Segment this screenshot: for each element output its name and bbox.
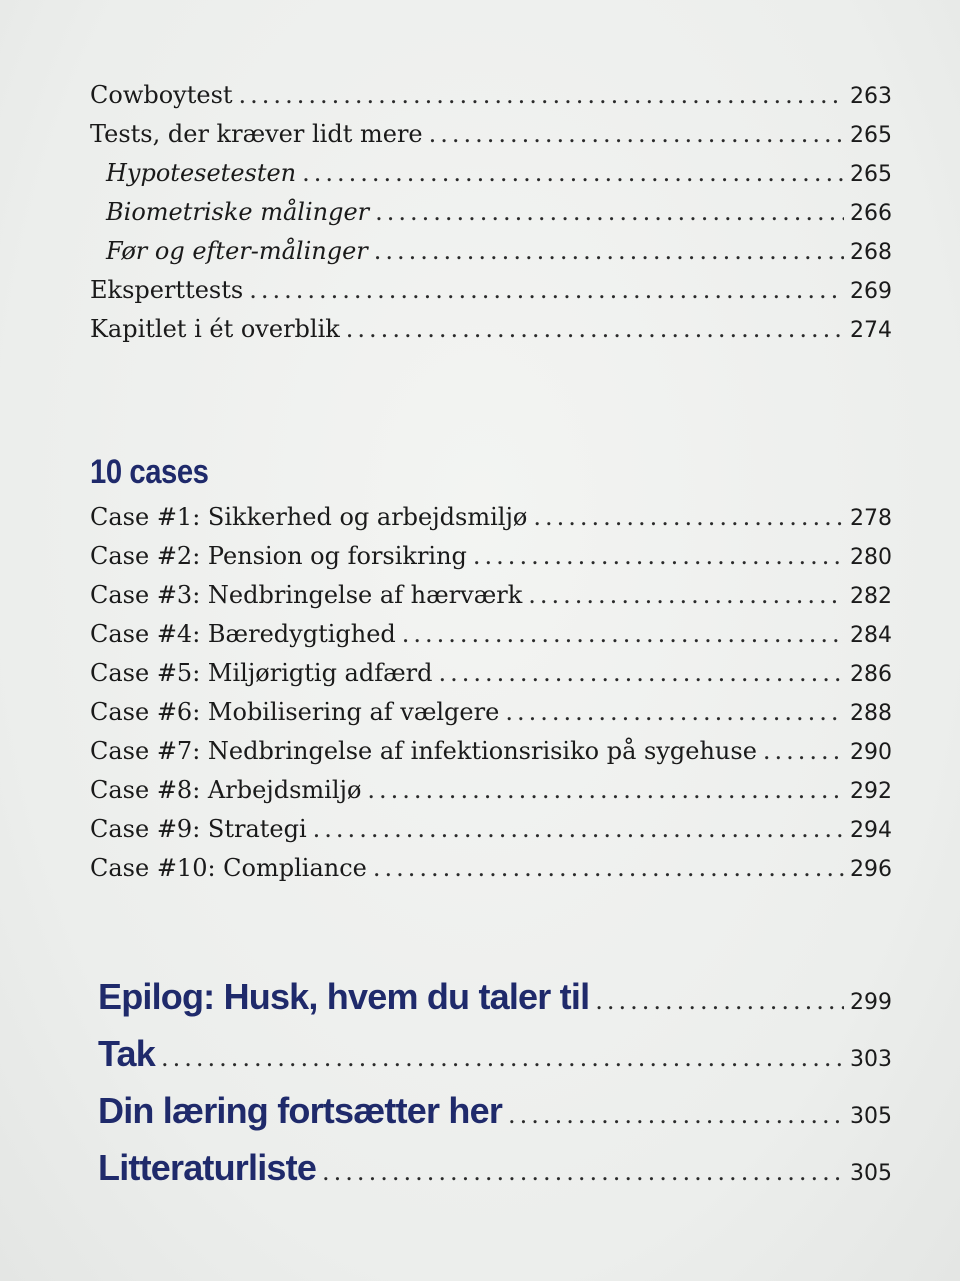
toc-entry-page: 296 [850,857,892,882]
toc-chapter-entry [98,1139,892,1196]
toc-entry-title: Case #10: Compliance [90,854,367,882]
toc-entry [90,115,892,154]
dot-leader [322,1144,844,1201]
toc-entry [90,498,892,537]
toc-entry [90,654,892,693]
toc-entry-title: Case #1: Sikkerhed og arbejdsmiljø [90,503,528,531]
toc-entry-title: Eksperttests [90,276,244,304]
toc-subentry [90,232,892,271]
toc-back-matter-section [98,968,892,1196]
toc-subentry [90,154,892,193]
dot-leader [473,537,844,576]
dot-leader [429,115,844,154]
toc-entry-title: Case #5: Miljørigtig adfærd [90,659,433,687]
toc-entry-title: Litteraturliste [98,1147,317,1188]
toc-entry-title: Case #3: Nedbringelse af hærværk [90,581,523,609]
dot-leader [375,193,844,232]
dot-leader [161,1030,844,1087]
toc-entry-title: Case #7: Nedbringelse af infektionsrisiko på sygehuse [90,737,757,765]
toc-entry-page: 303 [850,1047,892,1072]
toc-entry-title: Biometriske målinger [106,198,370,226]
toc-chapter-entry [98,968,892,1025]
toc-entry [90,849,892,888]
toc-entry [90,310,892,349]
toc-entry-title: Case #2: Pension og forsikring [90,542,467,570]
dot-leader [763,732,844,771]
toc-entry-title: Epilog: Husk, hvem du taler til [98,976,590,1017]
toc-entry-title: Før og efter-målinger [106,237,368,265]
toc-entry [90,771,892,810]
dot-leader [367,771,844,810]
toc-entry [90,732,892,771]
dot-leader [374,232,844,271]
dot-leader [439,654,844,693]
toc-entry-page: 265 [850,123,892,148]
dot-leader [402,615,844,654]
dot-leader [249,271,844,310]
toc-entry-page: 294 [850,818,892,843]
dot-leader [239,76,844,115]
toc-entry-title: Kapitlet i ét overblik [90,315,340,343]
toc-entry-title: Tak [98,1033,155,1074]
toc-subentry [90,193,892,232]
dot-leader [528,576,844,615]
toc-entry-page: 288 [850,701,892,726]
toc-entry-page: 265 [850,162,892,187]
toc-entry [90,271,892,310]
toc-entry-page: 284 [850,623,892,648]
toc-entry [90,576,892,615]
toc-entry-page: 305 [850,1104,892,1129]
dot-leader [595,973,844,1030]
toc-entry-page: 278 [850,506,892,531]
dot-leader [313,810,844,849]
toc-entry-title: Hypotesetesten [106,159,297,187]
toc-entry-title: Tests, der kræver lidt mere [90,120,423,148]
toc-entry [90,693,892,732]
dot-leader [533,498,844,537]
toc-entry-page: 299 [850,990,892,1015]
toc-entry [90,615,892,654]
dot-leader [346,310,844,349]
toc-entry-page: 269 [850,279,892,304]
dot-leader [373,849,844,888]
toc-entry [90,76,892,115]
toc-entry-page: 286 [850,662,892,687]
toc-cases-section [90,446,892,888]
toc-entry-page: 274 [850,318,892,343]
dot-leader [508,1087,844,1144]
toc-testing-section [90,76,892,349]
toc-chapter-entry [98,1025,892,1082]
section-heading: 10 cases [90,453,209,491]
toc-entry-page: 292 [850,779,892,804]
toc-entry-page: 266 [850,201,892,226]
toc-entry [90,810,892,849]
dot-leader [302,154,844,193]
toc-entry-page: 263 [850,84,892,109]
toc-entry-title: Case #9: Strategi [90,815,307,843]
toc-entry-title: Din læring fortsætter her [98,1090,503,1131]
toc-entry-page: 280 [850,545,892,570]
toc-entry [90,537,892,576]
toc-entry-title: Case #6: Mobilisering af vælgere [90,698,500,726]
toc-entry-title: Cowboytest [90,81,233,109]
toc-entry-page: 290 [850,740,892,765]
dot-leader [505,693,844,732]
toc-entry-page: 268 [850,240,892,265]
toc-chapter-entry [98,1082,892,1139]
toc-entry-title: Case #8: Arbejdsmiljø [90,776,362,804]
toc-entry-title: Case #4: Bæredygtighed [90,620,396,648]
toc-entry-page: 305 [850,1161,892,1186]
toc-entry-page: 282 [850,584,892,609]
